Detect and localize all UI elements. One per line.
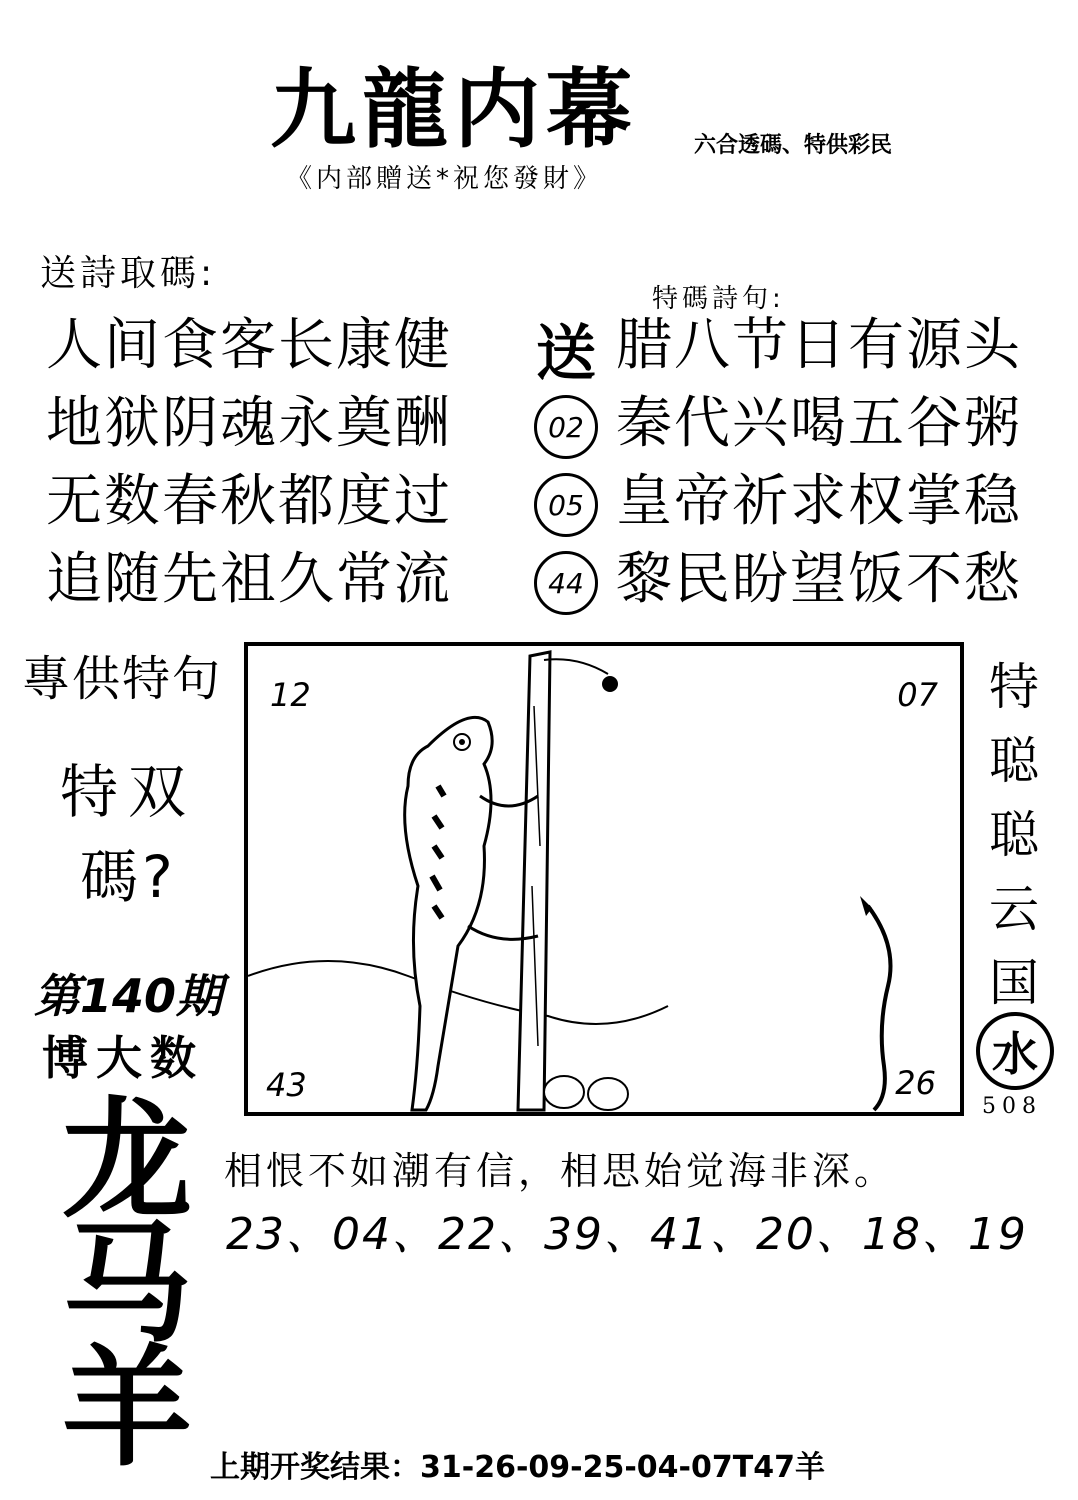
snake [868, 906, 891, 1110]
issue-number: 第140期 [34, 969, 223, 1023]
bigdigit-label: 博大数 [42, 1031, 204, 1085]
poem-right-line: 秦代兴喝五谷粥 [616, 391, 1022, 456]
poem-left [46, 310, 476, 622]
right-char: 云 [989, 880, 1039, 938]
hint-heading: 特碼詩句: [652, 284, 785, 314]
picture-frame [244, 642, 964, 1116]
side-title: 專供特句 [22, 651, 223, 707]
circled-number: 05 [534, 473, 598, 537]
poem-left-line: 人间食客长康健 [46, 313, 452, 378]
zodiac-char: 羊 [61, 1332, 192, 1484]
egg [588, 1078, 628, 1110]
corner-number-top-left: 12 [270, 676, 311, 714]
poem-right-line: 黎民盼望饭不愁 [616, 547, 1022, 612]
numbers-line: 23、04、22、39、41、20、18、19 [226, 1209, 1028, 1260]
poem-right-line: 腊八节日有源头 [616, 313, 1022, 378]
corner-number-bottom-right: 26 [895, 1064, 936, 1102]
small-code: 508 [982, 1094, 1042, 1119]
poem-left-line: 追随先祖久常流 [46, 547, 452, 612]
page-title: 九龍内幕 [270, 60, 638, 160]
poem-left-line: 地狱阴魂永奠酬 [46, 391, 452, 456]
right-char: 聪 [989, 732, 1039, 790]
verse-line: 相恨不如潮有信，相思始觉海非深。 [224, 1149, 897, 1193]
circled-number: 02 [534, 395, 598, 459]
right-char: 聪 [989, 806, 1039, 864]
zodiac-char: 龙 [61, 1084, 192, 1236]
subtitle: 《内部贈送*祝您發財》 [286, 164, 604, 194]
zodiac-chars [52, 1084, 202, 1484]
poem-heading: 送詩取碼: [40, 253, 217, 294]
right-column [984, 650, 1044, 1020]
egg [544, 1076, 584, 1108]
circled-number: 44 [534, 551, 598, 615]
circled-element-char: 水 [976, 1012, 1054, 1090]
special-line-1: 特双 [60, 758, 197, 826]
corner-number-bottom-left: 43 [266, 1066, 307, 1104]
corner-number-top-right: 07 [897, 676, 938, 714]
poem-left-line: 无数春秋都度过 [46, 469, 452, 534]
title-note: 六合透碼、特供彩民 [694, 133, 893, 158]
ball [602, 676, 618, 692]
poem-markers [526, 310, 606, 622]
right-char: 特 [989, 658, 1039, 716]
cartoon-illustration [248, 646, 960, 1112]
right-char: 国 [989, 954, 1039, 1012]
lizard-body [405, 717, 493, 1110]
zodiac-char: 马 [61, 1208, 192, 1360]
send-mark: 送 [536, 319, 596, 389]
poem-right-line: 皇帝祈求权掌稳 [616, 469, 1022, 534]
last-result: 上期开奖结果：31-26-09-25-04-07T47羊 [210, 1450, 825, 1485]
poem-right [616, 310, 1036, 622]
string [544, 659, 608, 674]
special-line-2: 碼? [80, 843, 177, 911]
hill-line [248, 961, 668, 1024]
